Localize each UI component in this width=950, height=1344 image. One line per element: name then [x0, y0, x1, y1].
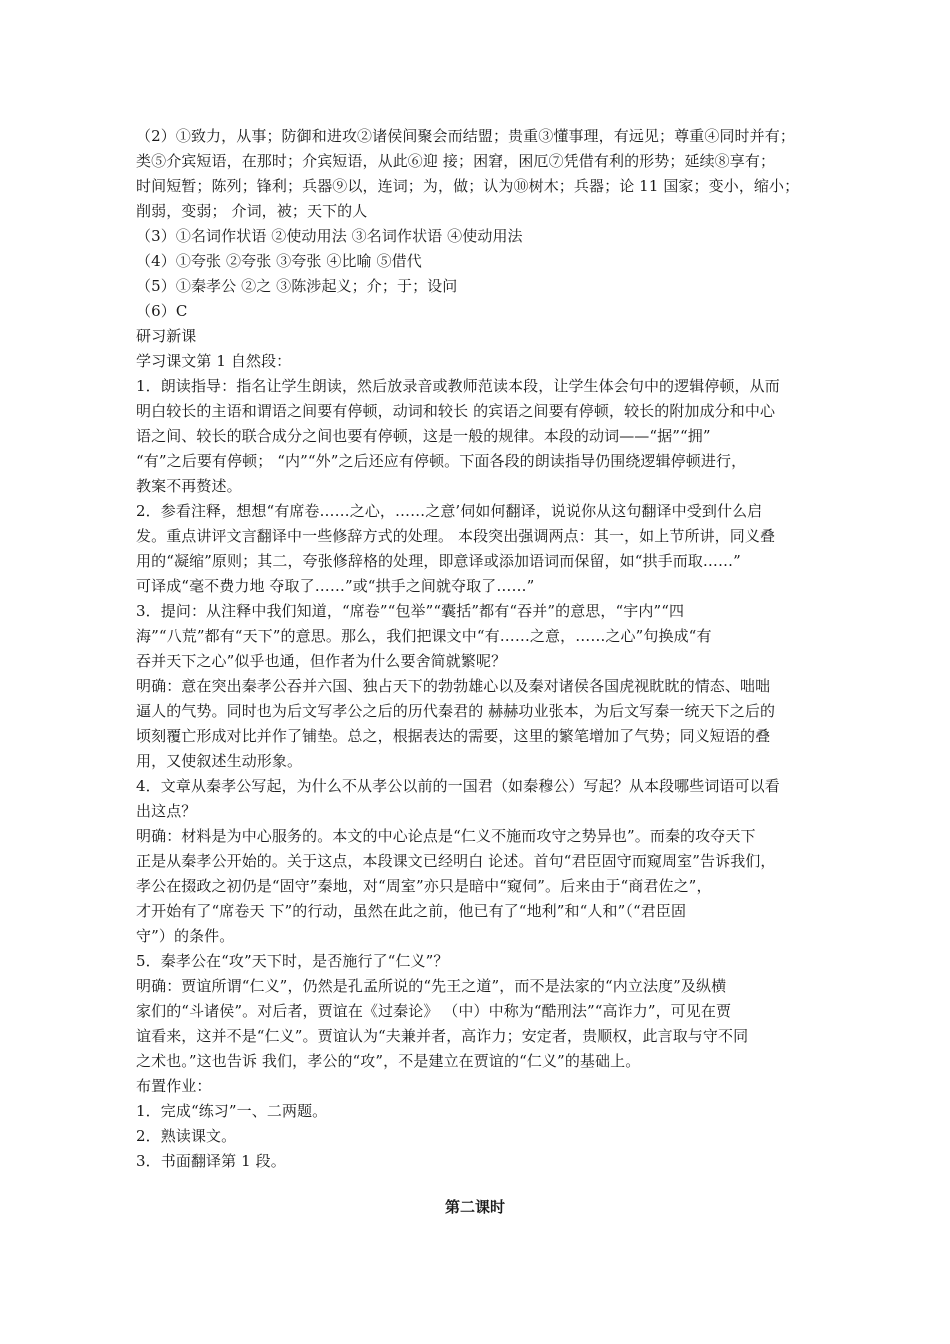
text-line: 用的“凝缩”原则；其二，夸张修辞格的处理，即意译或添加语词而保留，如“拱手而取……” — [136, 552, 741, 570]
text-line: 削弱，变弱； 介词，被；天下的人 — [136, 202, 368, 220]
text-line: 类⑤介宾短语，在那时；介宾短语，从此⑥迎 接；困窘，困厄⑦凭借有利的形势；延续⑧享有； — [136, 152, 776, 170]
text-line: “有”之后要有停顿； “内”“外”之后还应有停顿。下面各段的朗读指导仍围绕逻辑停顿进行， — [136, 452, 747, 470]
text-line: 明确：意在突出秦孝公吞并六国、独占天下的勃勃雄心以及秦对诸侯各国虎视眈眈的情态、咄咄 — [136, 677, 771, 695]
text-line: 守”）的条件。 — [136, 927, 235, 945]
text-line: （4）①夸张 ②夸张 ③夸张 ④比喻 ⑤借代 — [136, 252, 422, 270]
text-line: 时间短暂；陈列；锋利；兵器⑨以，连词；为，做；认为⑩树木；兵器；论 11 国家；变小，缩小； — [136, 177, 800, 195]
text-line: （5）①秦孝公 ②之 ③陈涉起义；介；于；设问 — [136, 277, 458, 295]
text-line: 发。重点讲评文言翻译中一些修辞方式的处理。 本段突出强调两点：其一，如上节所讲，同义叠 — [136, 527, 776, 545]
text-line: 语之间、较长的联合成分之间也要有停顿，这是一般的规律。本段的动词——“据”“拥” — [136, 427, 711, 445]
text-line: 孝公在掇政之初仍是“固守”秦地，对“周室”亦只是暗中“窥伺”。后来由于“商君佐之”， — [136, 877, 712, 895]
text-line: 海”“八荒”都有“天下”的意思。那么，我们把课文中“有……之意，……之心”句换成“有 — [136, 627, 712, 645]
text-line: 正是从秦孝公开始的。关于这点，本段课文已经明白 论述。首句“君臣固守而窥周室”告诉我们， — [136, 852, 776, 870]
text-line: 2．熟读课文。 — [136, 1127, 237, 1145]
text-line: 明确：贾谊所谓“仁义”，仍然是孔孟所说的“先王之道”，而不是法家的“内立法度”及纵横 — [136, 977, 727, 995]
text-line: 1．朗读指导：指名让学生朗读，然后放录音或教师范读本段，让学生体会句中的逻辑停顿，从而 — [136, 377, 780, 395]
subsection-title: 布置作业： — [136, 1077, 212, 1095]
text-line: 之术也。”这也告诉 我们，孝公的“攻”，不是建立在贾谊的“仁义”的基础上。 — [136, 1052, 641, 1070]
subsection-title: 学习课文第 1 自然段： — [136, 352, 292, 370]
text-line: 4．文章从秦孝公写起，为什么不从孝公以前的一国君（如秦穆公）写起？从本段哪些词语可以看 — [136, 777, 780, 795]
text-line: 明确：材料是为中心服务的。本文的中心论点是“仁义不施而攻守之势异也”。而秦的攻夺天下 — [136, 827, 756, 845]
text-line: （6）C — [136, 302, 188, 320]
text-line: 逼人的气势。同时也为后文写孝公之后的历代秦君的 赫赫功业张本，为后文写秦一统天下之后的 — [136, 702, 776, 720]
section-heading: 第二课时 — [444, 1198, 505, 1216]
text-line: 吞并天下之心”似乎也通，但作者为什么要舍简就繁呢？ — [136, 652, 507, 670]
text-line: 可译成“毫不费力地 夺取了……”或“拱手之间就夺取了……” — [136, 577, 535, 595]
text-line: 5．秦孝公在“攻”天下时，是否施行了“仁义”？ — [136, 952, 449, 970]
section-title: 研习新课 — [136, 327, 197, 345]
text-line: 教案不再赘述。 — [136, 477, 242, 495]
text-line: （2）①致力，从事；防御和进攻②诸侯间聚会而结盟；贵重③懂事理，有远见；尊重④同时并有； — [136, 127, 795, 145]
text-line: （3）①名词作状语 ②使动用法 ③名词作状语 ④使动用法 — [136, 227, 523, 245]
text-line: 1．完成“练习”一、二两题。 — [136, 1102, 328, 1120]
text-line: 2．参看注释，想想“有席卷……之心，……之意’伺如何翻译，说说你从这句翻译中受到什么启 — [136, 502, 763, 520]
text-line: 用，又使叙述生动形象。 — [136, 752, 303, 770]
text-line: 3．提问：从注释中我们知道，“席卷”“包举”“囊括”都有“吞并”的意思，“宇内”“四 — [136, 602, 685, 620]
text-line: 谊看来，这并不是“仁义”。贾谊认为“夫兼并者，高诈力；安定者，贵顺权，此言取与守不同 — [136, 1027, 749, 1045]
text-line: 顷刻覆亡形成对比并作了铺垫。总之，根据表达的需要，这里的繁笔增加了气势；同义短语的叠 — [136, 727, 771, 745]
text-line: 3．书面翻译第 1 段。 — [136, 1152, 286, 1170]
text-line: 出这点？ — [136, 802, 197, 820]
text-line: 家们的“斗诸侯”。对后者，贾谊在《过秦论》 （中）中称为“酷刑法”“高诈力”，可见在贾 — [136, 1002, 732, 1020]
text-line: 明白较长的主语和谓语之间要有停顿，动词和较长 的宾语之间要有停顿，较长的附加成分和中心 — [136, 402, 776, 420]
document-body — [136, 124, 816, 1174]
text-line: 才开始有了“席卷天 下”的行动，虽然在此之前，他已有了“地利”和“人和”（“君臣固 — [136, 902, 687, 920]
